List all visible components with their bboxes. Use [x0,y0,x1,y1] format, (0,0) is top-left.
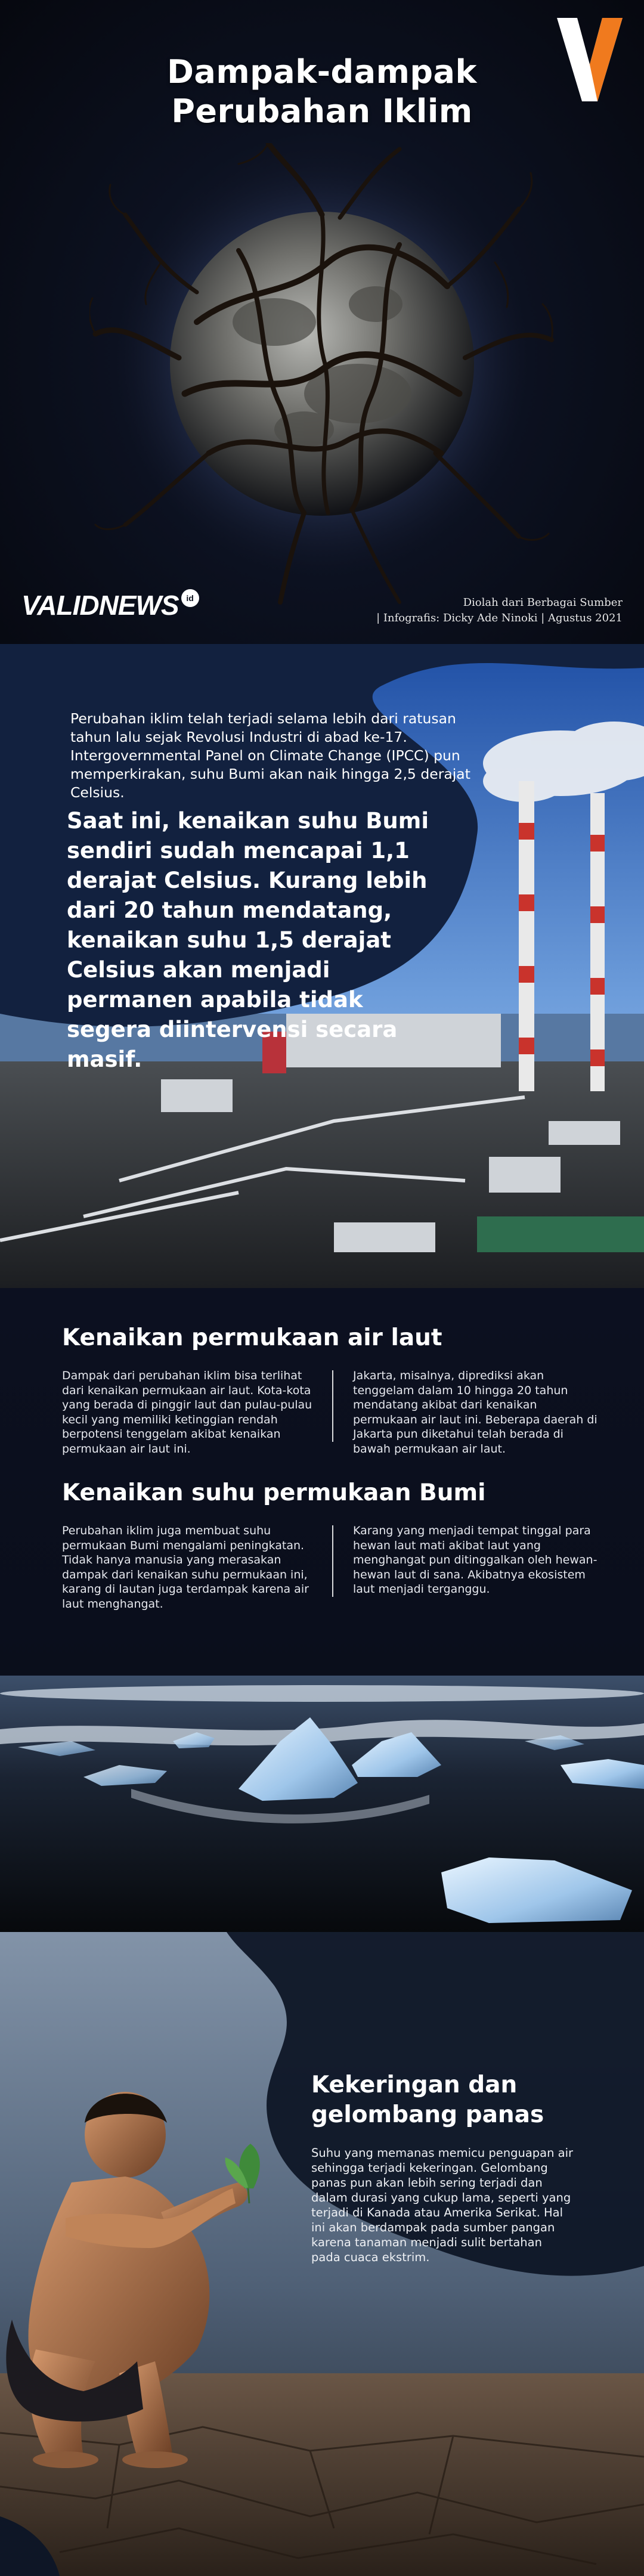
dead-earth-illustration [89,143,555,608]
melting-ice-illustration [0,1676,644,1932]
v-brand-logo [557,18,623,101]
drought-heading: Kekeringan dan gelombang panas [311,2072,544,2128]
sea-level-heading: Kenaikan permukaan air laut [62,1324,442,1351]
intro-section [0,644,644,1288]
sea-level-right-text: Jakarta, misalnya, diprediksi akan tenggelam dalam 10 hingga 20 tahun mendatang akibat dari kenaikan permukaan air laut ini. Beberapa daerah di Jakarta pun diketahui telah berada di bawah permukaan air laut. [353,1369,597,1456]
sea-temp-right-text: Karang yang menjadi tempat tinggal para hewan laut mati akibat laut yang menghangat pun ditinggalkan oleh hewan-hewan laut di sana. Akibatnya ekosistem laut menjadi terganggu. [353,1524,597,1596]
hero-section [0,0,644,644]
source-credit: Diolah dari Berbagai Sumber | Infografis: Dicky Ade Ninoki | Agustus 2021 [376,596,623,624]
validnews-logo: VALIDNEWS id [21,589,199,621]
divider [332,1525,333,1597]
intro-paragraph-1: Perubahan iklim telah terjadi selama lebih dari ratusan tahun lalu sejak Revolusi Industri di abad ke-17. Intergovernmental Panel on Climate Change (IPCC) pun memperkirakan, suhu Bumi akan naik hingga 2,5 derajat Celsius. [70,710,470,801]
divider [332,1370,333,1442]
brand-badge: id [181,589,199,607]
intro-paragraph-2: Saat ini, kenaikan suhu Bumi sendiri sudah mencapai 1,1 derajat Celsius. Kurang lebih dari 20 tahun mendatang, kenaikan suhu 1,5 derajat Celsius akan menjadi permanen apabila tidak segera diintervensi secara masif. [67,808,429,1072]
ice-photo-section [0,1676,644,1932]
sea-section [0,1288,644,1676]
sea-level-left-text: Dampak dari perubahan iklim bisa terlihat dari kenaikan permukaan air laut. Kota-kota yang berada di pinggir laut dan pulau-pulau kecil yang memiliki ketinggian rendah berpotensi tenggelam akibat kenaikan permukaan air laut ini. [62,1369,312,1456]
sea-temp-left-text: Perubahan iklim juga membuat suhu permukaan Bumi mengalami peningkatan. Tidak hanya manusia yang merasakan dampak dari kenaikan suhu permukaan ini, karang di lautan juga terdampak karena air laut menghangat. [62,1524,309,1611]
sea-temp-heading: Kenaikan suhu permukaan Bumi [62,1479,486,1506]
drought-paragraph: Suhu yang memanas memicu penguapan air sehingga terjadi kekeringan. Gelombang panas pun akan lebih sering terjadi dan dalam durasi yang cukup lama, seperti yang terjadi di Kanada atau Amerika Serikat. Hal ini akan berdampak pada sumber pangan karena tanaman menjadi sulit bertahan pada cuaca ekstrim. [311,2146,574,2264]
page-title: Dampak-dampak Perubahan Iklim [167,53,477,130]
drought-section [0,1932,644,2576]
